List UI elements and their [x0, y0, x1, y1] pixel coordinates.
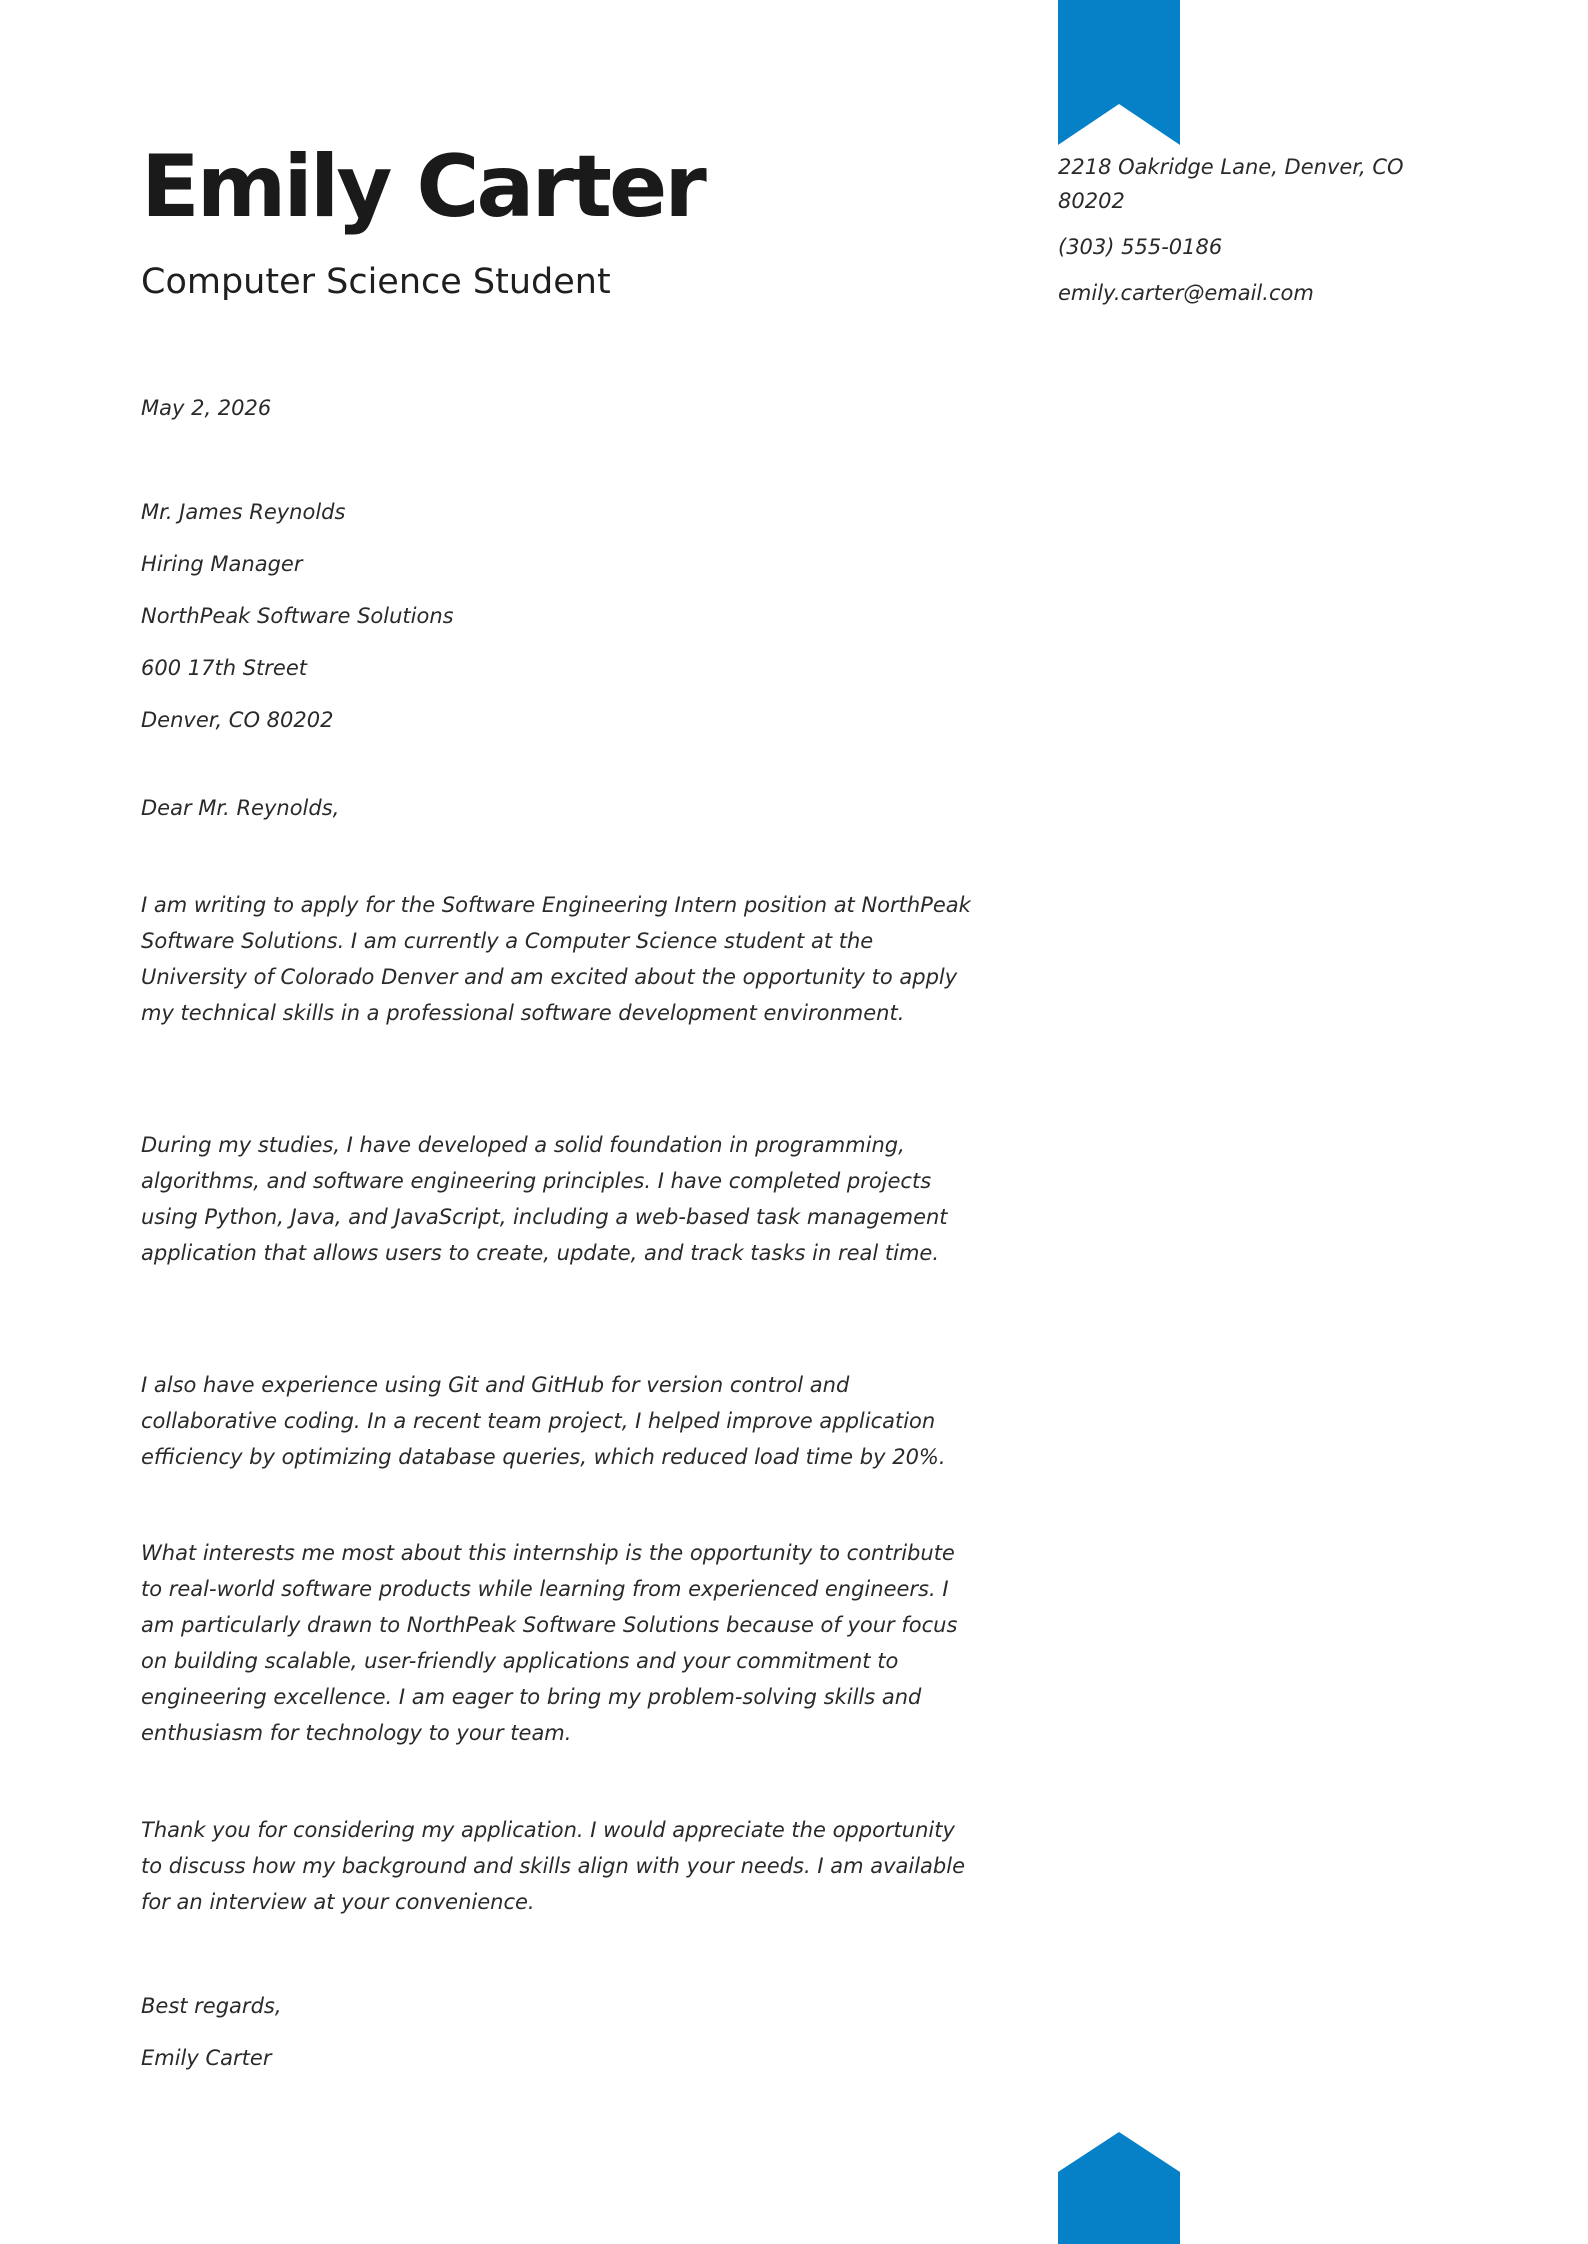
ribbon-bookmark-top [1058, 0, 1180, 145]
letter-paragraph: What interests me most about this internship is the opportunity to contribute to real-world software products while learning from experienced engineers. I am particularly drawn to NorthPeak Software Solutions because of your focus on building scalable, user-friendly applications and your commitment to engineering excellence. I am eager to bring my problem-solving skills and enthusiasm for technology to your team. [141, 1541, 958, 1745]
closing-block [141, 1980, 971, 2084]
signature: Emily Carter [141, 2046, 272, 2070]
contact-address [1058, 150, 1458, 218]
salutation: Dear Mr. Reynolds, [141, 796, 340, 820]
letter-paragraph: I am writing to apply for the Software Engineering Intern position at NorthPeak Software Solutions. I am currently a Computer Science student at the University of Colorado Denver and am excited about the opportunity to apply my technical skills in a professional software development environment. [141, 893, 971, 1025]
applicant-name: Emily Carter [141, 137, 704, 237]
recipient-block [141, 486, 971, 746]
recipient-company: NorthPeak Software Solutions [141, 604, 454, 628]
address-line-2: 80202 [1058, 189, 1125, 213]
contact-phone: (303) 555-0186 [1058, 235, 1223, 259]
contact-block [1058, 150, 1458, 310]
recipient-street: 600 17th Street [141, 656, 307, 680]
letter-date: May 2, 2026 [141, 396, 272, 420]
closing-phrase: Best regards, [141, 1994, 282, 2018]
applicant-title: Computer Science Student [141, 262, 611, 302]
letter-paragraph: I also have experience using Git and GitHub for version control and collaborative coding. In a recent team project, I helped improve application efficiency by optimizing database queries, which reduced load time by 20%. [141, 1373, 946, 1469]
recipient-role: Hiring Manager [141, 552, 303, 576]
letter-paragraph: During my studies, I have developed a solid foundation in programming, algorithms, and software engineering principles. I have completed projects using Python, Java, and JavaScript, including a web-based task management application that allows users to create, update, and track tasks in real time. [141, 1133, 948, 1265]
contact-email: emily.carter@email.com [1058, 281, 1314, 305]
recipient-city: Denver, CO 80202 [141, 708, 334, 732]
recipient-name: Mr. James Reynolds [141, 500, 346, 524]
letter-paragraph: Thank you for considering my application. I would appreciate the opportunity to discuss how my background and skills align with your needs. I am available for an interview at your convenience. [141, 1818, 965, 1914]
address-line-1: 2218 Oakridge Lane, Denver, CO [1058, 155, 1404, 179]
ribbon-bookmark-bottom [1058, 2132, 1180, 2244]
